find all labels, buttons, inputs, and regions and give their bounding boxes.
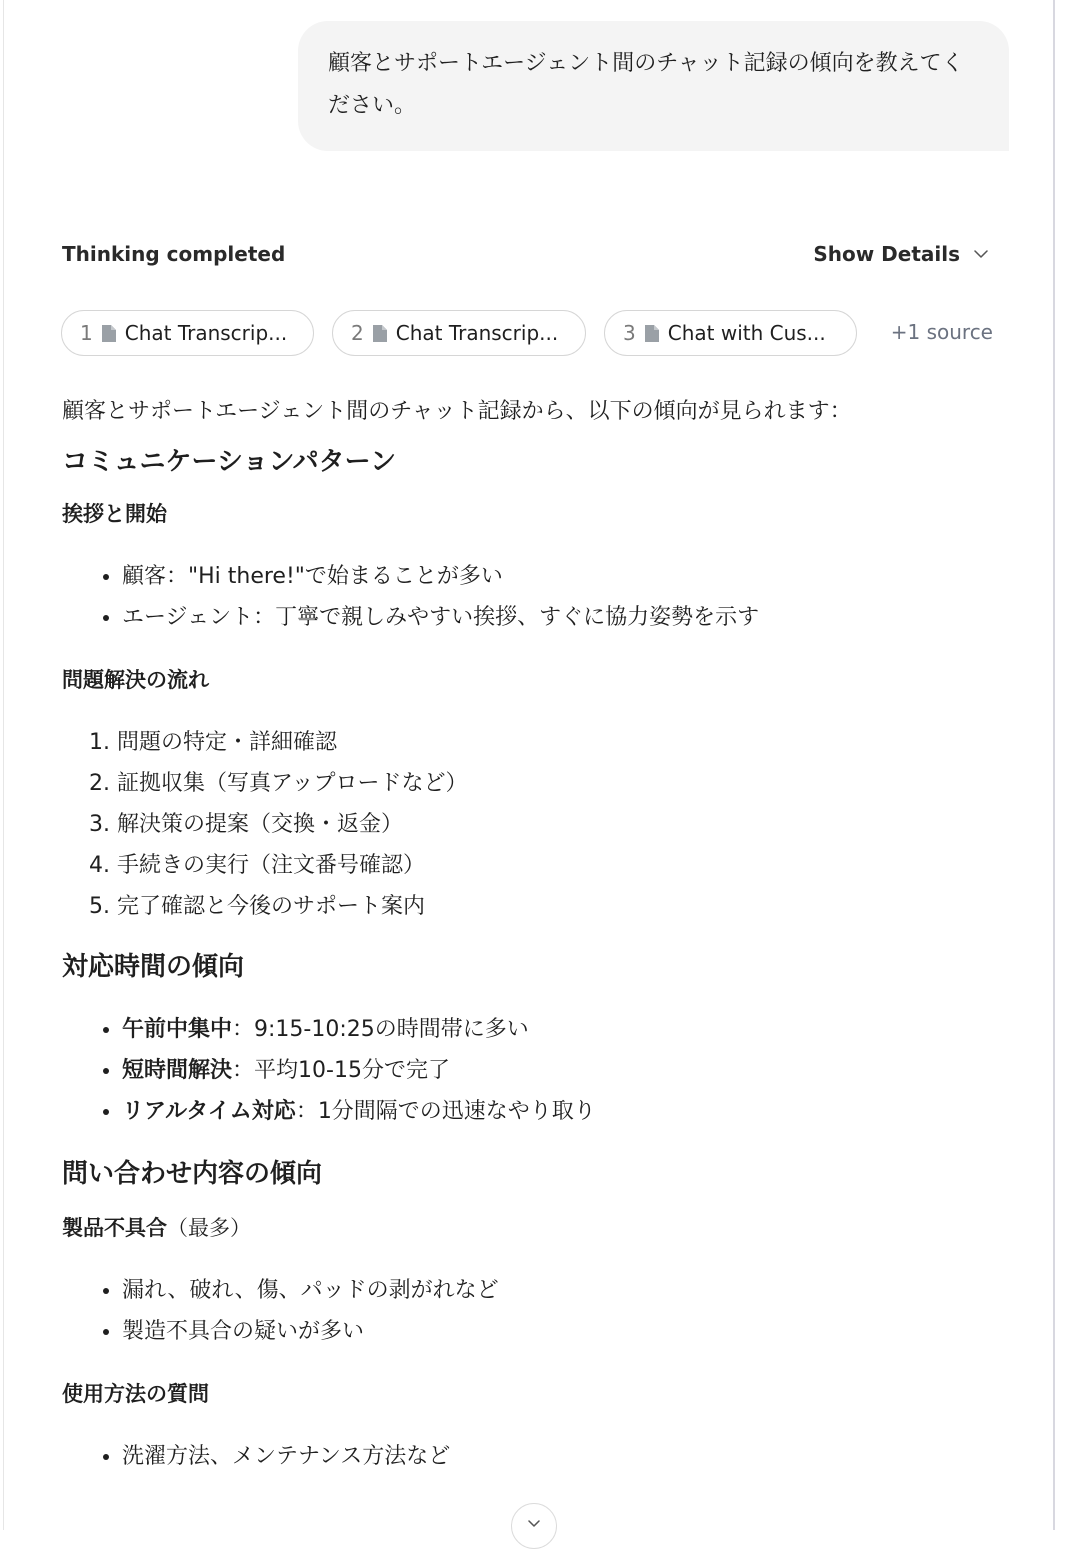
list-item [122,1009,1002,1050]
frame-border-right [1053,0,1055,1530]
section-heading-inquiry-content: 問い合わせ内容の傾向 [62,1159,323,1189]
source-chip-number: 3 [623,321,636,345]
subheading-suffix: （最多） [167,1216,251,1240]
list-item: • エージェント：丁寧で親しみやすい挨拶、すぐに協力姿勢を示す [122,597,1002,638]
list-item-term: 午前中集中 [122,1017,233,1042]
chevron-down-icon [972,245,990,263]
list-item: 2. 証拠収集（写真アップロードなど） [117,763,1002,804]
user-message-text: 顧客とサポートエージェント間のチャット記録の傾向を教えてください。 [328,51,964,118]
list-item-desc: ：1分間隔での迅速なやり取り [295,1099,596,1124]
thinking-status-label: Thinking completed [62,242,286,266]
answer-intro: 顧客とサポートエージェント間のチャット記録から、以下の傾向が見られます： [62,399,852,424]
response-time-list [62,1009,1002,1132]
source-chip-1[interactable] [61,310,314,356]
source-chip-label: Chat Transcrip... [395,321,559,345]
list-item: • 漏れ、破れ、傷、パッドの剥がれなど [122,1270,1002,1311]
source-chip-3[interactable] [604,310,857,356]
subheading-greeting: 挨拶と開始 [62,502,167,526]
assistant-answer [62,388,1002,1477]
source-chip-label: Chat Transcrip... [124,321,288,345]
subheading-usage-questions: 使用方法の質問 [62,1382,209,1406]
scroll-to-bottom-button[interactable] [511,1503,557,1549]
list-item-desc: ：平均10-15分で完了 [232,1058,450,1083]
document-icon [372,324,388,343]
more-sources-link[interactable]: +1 source [890,320,993,344]
user-message-bubble [298,21,1009,151]
source-chips-row [61,310,993,358]
product-defects-list [62,1270,1002,1352]
greeting-list [62,556,1002,638]
list-item: 3. 解決策の提案（交換・返金） [117,804,1002,845]
list-item-term: 短時間解決 [122,1058,233,1083]
subheading-product-defects [62,1208,1002,1248]
frame-border-left [3,0,4,1530]
show-details-button[interactable] [813,242,990,266]
list-item: • 洗濯方法、メンテナンス方法など [122,1436,1002,1477]
list-item: 1. 問題の特定・詳細確認 [117,722,1002,763]
list-item: 5. 完了確認と今後のサポート案内 [117,886,1002,927]
section-heading-communication: コミュニケーションパターン [62,447,397,477]
subheading-text: 製品不具合 [62,1216,167,1240]
subheading-resolution-flow: 問題解決の流れ [62,668,209,692]
list-item-desc: ：9:15-10:25の時間帯に多い [232,1017,529,1042]
thinking-status-row [62,240,990,272]
document-icon [101,324,117,343]
list-item: 4. 手続きの実行（注文番号確認） [117,845,1002,886]
list-item [122,1050,1002,1091]
section-heading-response-time: 対応時間の傾向 [62,952,245,982]
source-chip-label: Chat with Cus... [667,321,826,345]
resolution-steps-list [62,722,1002,927]
source-chip-number: 2 [351,321,364,345]
source-chip-number: 1 [80,321,93,345]
usage-questions-list [62,1436,1002,1477]
list-item [122,1091,1002,1132]
list-item: • 製造不具合の疑いが多い [122,1311,1002,1352]
document-icon [644,324,660,343]
list-item: • 顧客："Hi there!"で始まることが多い [122,556,1002,597]
show-details-label: Show Details [813,242,960,266]
source-chip-2[interactable] [332,310,586,356]
list-item-term: リアルタイム対応 [122,1099,296,1124]
